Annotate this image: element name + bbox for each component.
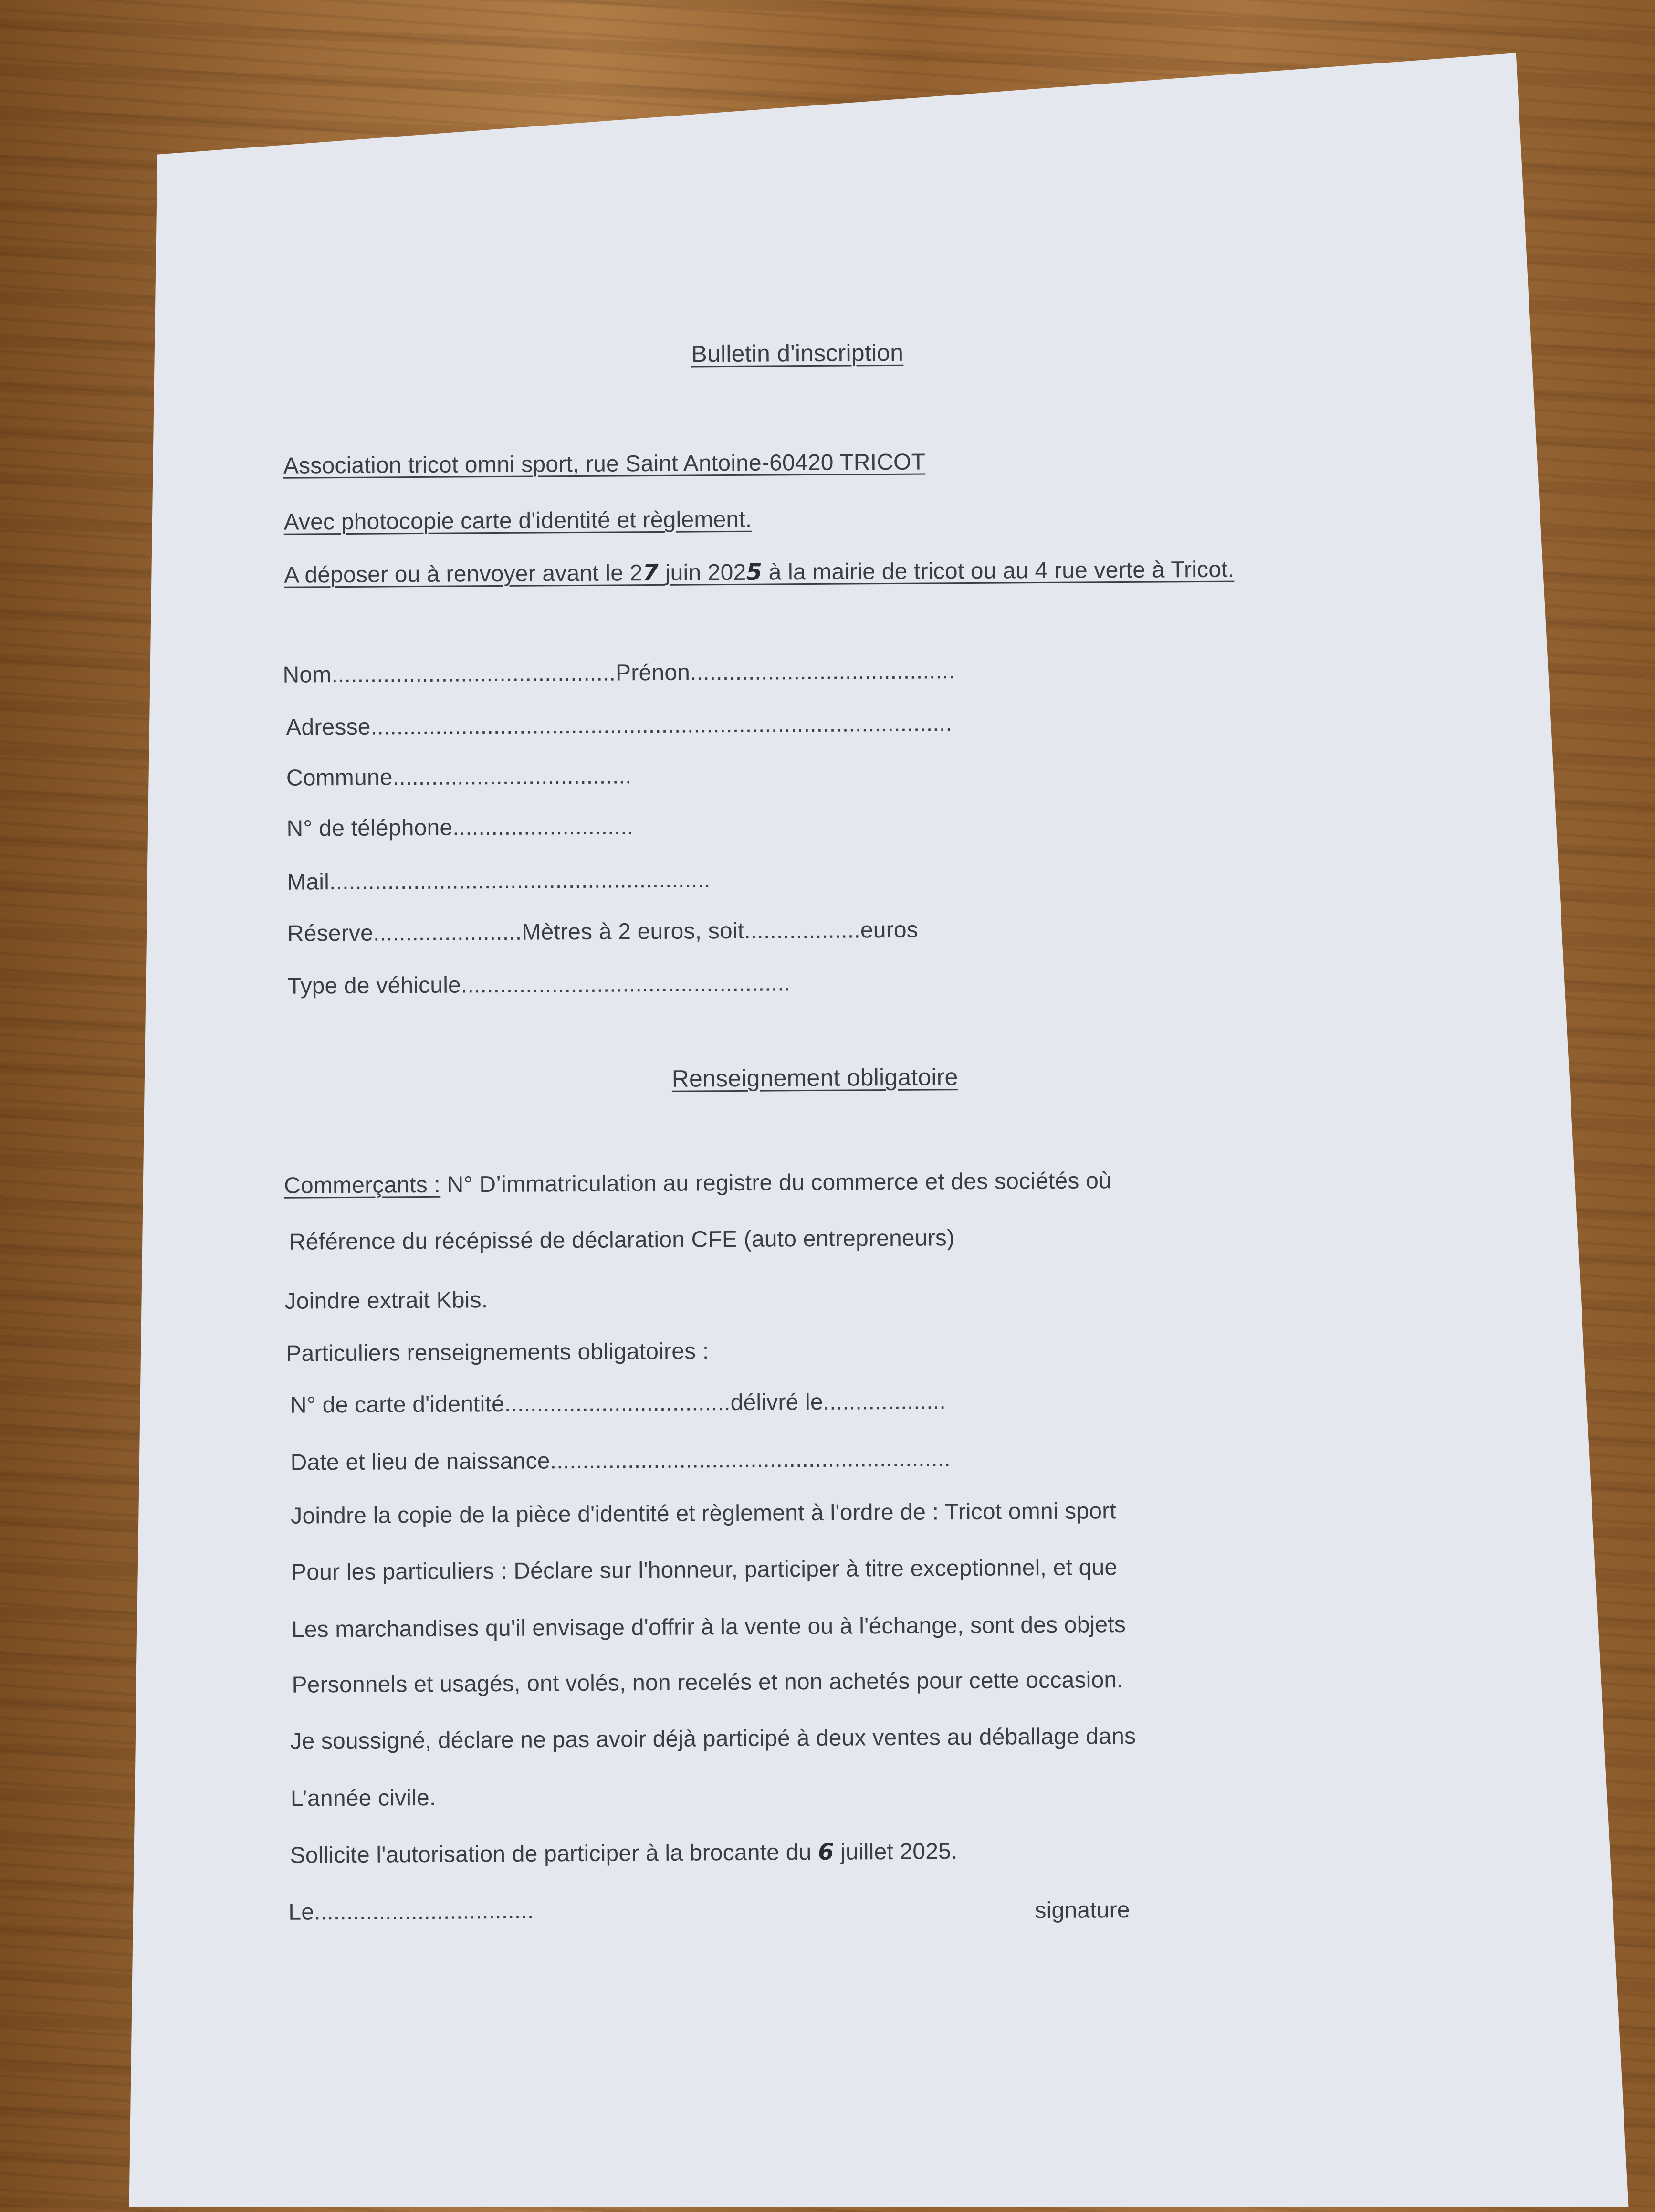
adresse-field: Adresse.......................................................................................... — [286, 711, 953, 740]
recepisse-line: Référence du récépissé de déclaration CFE (auto entrepreneurs) — [289, 1225, 955, 1255]
section-title: Renseignement obligatoire — [671, 1064, 958, 1092]
deposit-text-start: A déposer ou à renvoyer avant le 2 — [284, 560, 643, 588]
deposit-text-mid: juin 202 — [665, 559, 746, 586]
naissance-field: Date et lieu de naissance.............................................................. — [290, 1446, 951, 1475]
deposit-deadline-line — [284, 555, 1234, 590]
reserve-field: Réserve.......................Mètres à 2 euros, soit..................euros — [287, 917, 919, 947]
sollicite-line — [290, 1837, 957, 1870]
photocopie-line: Avec photocopie carte d'identité et règlement. — [283, 506, 752, 535]
handwritten-day: 7 — [642, 559, 659, 587]
mail-field: Mail........................................................... — [287, 867, 711, 895]
telephone-field: N° de téléphone............................ — [286, 814, 634, 842]
commercants-text: N° D’immatriculation au registre du commerce et des sociétés où — [440, 1168, 1112, 1198]
commune-field: Commune..................................... — [286, 763, 632, 791]
sollicite-text-start: Sollicite l'autorisation de participer à la brocante du — [290, 1839, 818, 1868]
commercants-line — [284, 1167, 1111, 1201]
kbis-line: Joindre extrait Kbis. — [284, 1287, 488, 1314]
deposit-text-end: à la mairie de tricot ou au 4 rue verte à Tricot. — [762, 557, 1235, 585]
prenom-field: Prénon......................................... — [615, 658, 955, 686]
soussigne-line-1: Je soussigné, déclare ne pas avoir déjà participé à deux ventes au déballage dans — [290, 1723, 1136, 1754]
form-title: Bulletin d'inscription — [691, 339, 904, 368]
sollicite-text-end: juillet 2025. — [834, 1839, 958, 1865]
nom-prenom-field — [283, 657, 955, 690]
nom-field: Nom............................................ — [283, 660, 616, 688]
commercants-label: Commerçants : — [283, 1172, 441, 1199]
carte-identite-field: N° de carte d'identité...................................délivré le................... — [290, 1389, 946, 1418]
association-line: Association tricot omni sport, rue Saint Antoine-60420 TRICOT — [283, 449, 926, 479]
handwritten-year-digit: 5 — [746, 558, 763, 586]
soussigne-line-2: L’année civile. — [290, 1785, 436, 1812]
vehicule-field: Type de véhicule................................................... — [287, 970, 791, 999]
date-le-field: Le.................................. — [288, 1898, 534, 1925]
declaration-line-1: Pour les particuliers : Déclare sur l'honneur, participer à titre exceptionnel, et que — [291, 1555, 1118, 1585]
particuliers-line: Particuliers renseignements obligatoires : — [286, 1338, 709, 1367]
declaration-line-2: Les marchandises qu'il envisage d'offrir à la vente ou à l'échange, sont des objets — [291, 1612, 1126, 1643]
joindre-copie-line: Joindre la copie de la pièce d'identité et règlement à l'ordre de : Tricot omni sport — [291, 1498, 1117, 1529]
signature-label: signature — [1035, 1897, 1130, 1924]
declaration-line-3: Personnels et usagés, ont volés, non recelés et non achetés pour cette occasion. — [292, 1667, 1124, 1698]
handwritten-day-6: 6 — [817, 1838, 834, 1865]
